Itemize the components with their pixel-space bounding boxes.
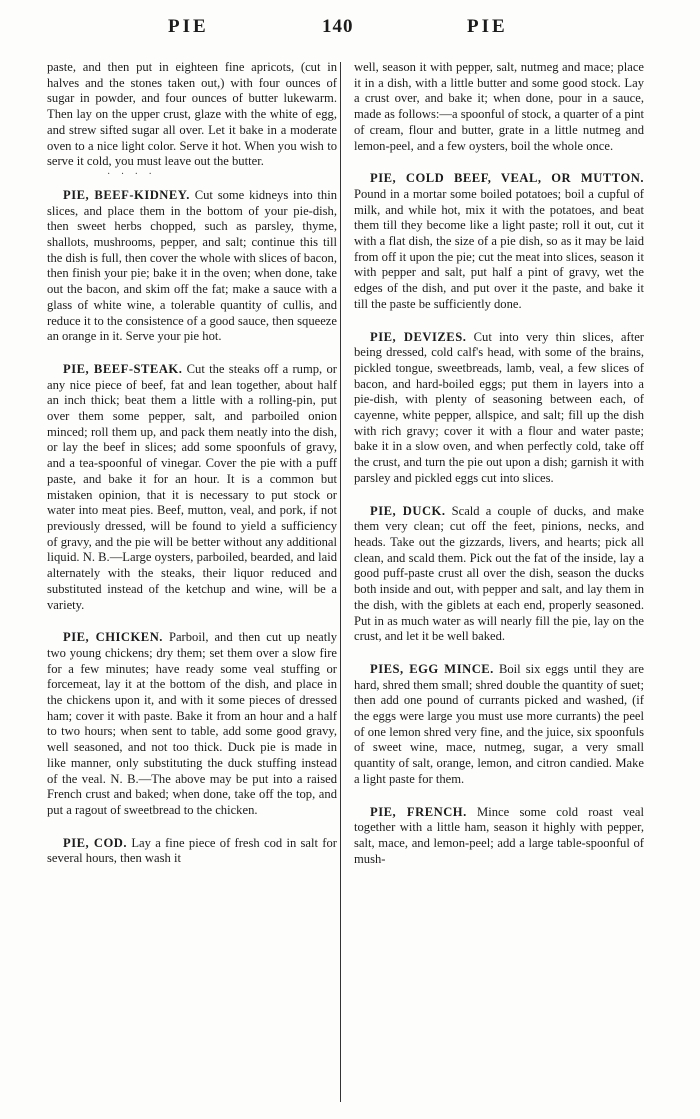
recipe-heading: PIE, DUCK. bbox=[370, 503, 446, 518]
recipe-entry bbox=[47, 188, 337, 345]
recipe-paragraph bbox=[354, 330, 644, 487]
right-column bbox=[354, 60, 644, 867]
recipe-entry bbox=[354, 171, 644, 312]
recipe-heading: PIE, DEVIZES. bbox=[370, 329, 467, 344]
continued-text bbox=[354, 60, 644, 154]
recipe-entry bbox=[354, 330, 644, 487]
page-number: 140 bbox=[322, 16, 354, 37]
recipe-paragraph bbox=[354, 504, 644, 645]
recipe-entry bbox=[354, 504, 644, 645]
continued-paragraph: paste, and then put in eighteen fine apricots, (cut in halves and the stones taken out,) with four ounces of sugar in powder, and four ounces of butter lukewarm. Then lay on the upper crust, glaze with the white of egg, and strew sifted sugar all over. Let it bake in a moderate oven to a nice light color. Serve it hot. When you wish to serve it cold, you must leave out the butter. bbox=[47, 60, 337, 169]
recipe-paragraph bbox=[354, 805, 644, 868]
header-left-word: PIE bbox=[168, 16, 209, 37]
recipe-entry bbox=[354, 805, 644, 868]
recipe-heading: PIE, COD. bbox=[63, 835, 128, 850]
recipe-paragraph bbox=[47, 630, 337, 818]
recipe-heading: PIE, CHICKEN. bbox=[63, 630, 163, 645]
recipe-text: Pound in a mortar some boiled potatoes; boil a cupful of milk, and while hot, mix it with the potatoes, and beat them till they become like a light paste; roll it out, cut it with a flat dish, the size of a pie dish, so as it may be laid from off it upon the pie; cut the meat into slices, season it with pepper and salt, put half a pint of gravy, wet the edges of the dish, and put over it the paste, and bake it till the paste be sufficiently done. bbox=[354, 186, 644, 311]
recipe-text: Lay a fine piece of fresh cod in salt for several hours, then wash it bbox=[47, 835, 337, 866]
recipe-text: Cut some kidneys into thin slices, and place them in the bottom of your pie-dish, then sweet herbs chopped, such as parsley, thyme, shallots, mushrooms, pepper, and salt; continue this till the dish is full, then cover the whole with slices of bacon, then finish your pie; bake it in the oven; when done, take out the bacon, and skim off the fat; make a sauce with a glass of white wine, a tolerable quantity of cullis, and reduce it to the consistence of a good sauce, then squeeze an orange in it. Serve your pie hot. bbox=[47, 187, 338, 344]
recipe-heading: PIES, EGG MINCE. bbox=[370, 661, 494, 676]
recipe-text: Scald a couple of ducks, and make them very clean; cut off the feet, pinions, necks, and heads. Take out the gizzards, livers, and hearts; pick all clean, and scald them. Pick out the fat of the inside, lay a good puff-paste crust all over the dish, season the ducks both inside and out, with pepper and salt, and lay them in the dish, with the giblets at each end, properly seasoned. Put in as much water as will nearly fill the pie, lay on the crust, and let it be well baked. bbox=[354, 503, 644, 644]
recipe-text: Cut the steaks off a rump, or any nice piece of beef, fat and lean together, about half an inch thick; beat them a little with a rolling-pin, put over them some pepper, salt, and parboiled onion minced; roll them up, and pack them neatly into the dish, or lay the beef in slices; add some spoonfuls of gravy, and a tea-spoonful of vinegar. Cover the pie with a puff paste, and bake it for an hour. It is a common but mistaken opinion, that it is necessary to put stock or water into meat pies. Beef, mutton, veal, and pork, if not previously dressed, will be found to yield a sufficiency of gravy, and the pie will be better without any additional liquid. N. B.—Large oysters, parboiled, bearded, and laid alternately with the steaks, their liquor reduced and substituted instead of the ketchup and wine, will be a variety. bbox=[47, 361, 337, 612]
recipe-entry bbox=[47, 362, 337, 613]
recipe-heading: PIE, COLD BEEF, VEAL, OR MUTTON. bbox=[370, 171, 644, 186]
continued-text bbox=[47, 60, 337, 170]
recipe-paragraph bbox=[354, 171, 644, 312]
recipe-heading: PIE, BEEF-STEAK. bbox=[63, 361, 183, 376]
recipe-entry bbox=[354, 662, 644, 788]
section-separator: · · · · bbox=[107, 168, 156, 180]
recipe-paragraph bbox=[354, 662, 644, 788]
continued-paragraph: well, season it with pepper, salt, nutmeg and mace; place it in a dish, with a little butter and some good stock. Lay a crust over, and bake it; when done, pour in a sauce, made as follows:—a spoonful of stock, a quarter of a pint of cream, flour and butter, grate in a little nutmeg and lemon-peel, and a few oysters, boil the whole once. bbox=[354, 60, 644, 153]
recipe-heading: PIE, FRENCH. bbox=[370, 804, 467, 819]
left-column bbox=[47, 60, 337, 867]
recipe-paragraph bbox=[47, 188, 337, 345]
recipe-entry bbox=[47, 630, 337, 818]
header-right-word: PIE bbox=[467, 16, 508, 37]
recipe-text: Mince some cold roast veal together with a little ham, season it highly with pepper, salt, mace, and lemon-peel; add a large table-spoonful of mush- bbox=[354, 804, 644, 866]
recipe-entry bbox=[47, 836, 337, 867]
recipe-paragraph bbox=[47, 362, 337, 613]
recipe-text: Parboil, and then cut up neatly two young chickens; dry them; set them over a slow fire for a few minutes; have ready some veal stuffing or forcemeat, lay it at the bottom of the dish, and place in the chickens upon it, and with it some pieces of dressed ham; cover it with paste. Bake it from an hour and a half to two hours; when sent to table, add some good gravy, well seasoned, and not too thick. Duck pie is made in like manner, only substituting the duck stuffing instead of the veal. N. B.—The above may be put into a raised French crust and baked; when done, take off the top, and put a ragout of sweetbread to the chicken. bbox=[47, 630, 337, 817]
recipe-text: Boil six eggs until they are hard, shred them small; shred double the quantity of suet; then add one pound of currants picked and washed, (if the eggs were large you must use more currants) the peel of one lemon shred very fine, and the juice, six spoonfuls of sweet wine, mace, nutmeg, sugar, a very small quantity of salt, orange, lemon, and citron candied. Make a light paste for them. bbox=[354, 661, 644, 786]
running-header bbox=[0, 16, 700, 46]
recipe-text: Cut into very thin slices, after being dressed, cold calf's head, with some of the brains, pickled tongue, sweetbreads, lamb, veal, a few slices of bacon, and hard-boiled eggs; put them in layers into a pie-dish, with plenty of seasoning between each, of cayenne, white pepper, allspice, and salt; fill up the dish with rich gravy; cover it with a flour and water paste; bake it in a slow oven, and when perfectly cold, take off the crust, and turn the pie out upon a dish; garnish it with parsley and pickled eggs cut into slices. bbox=[354, 329, 644, 485]
recipe-heading: PIE, BEEF-KIDNEY. bbox=[63, 187, 190, 202]
column-rule bbox=[340, 62, 341, 1102]
recipe-paragraph bbox=[47, 836, 337, 867]
